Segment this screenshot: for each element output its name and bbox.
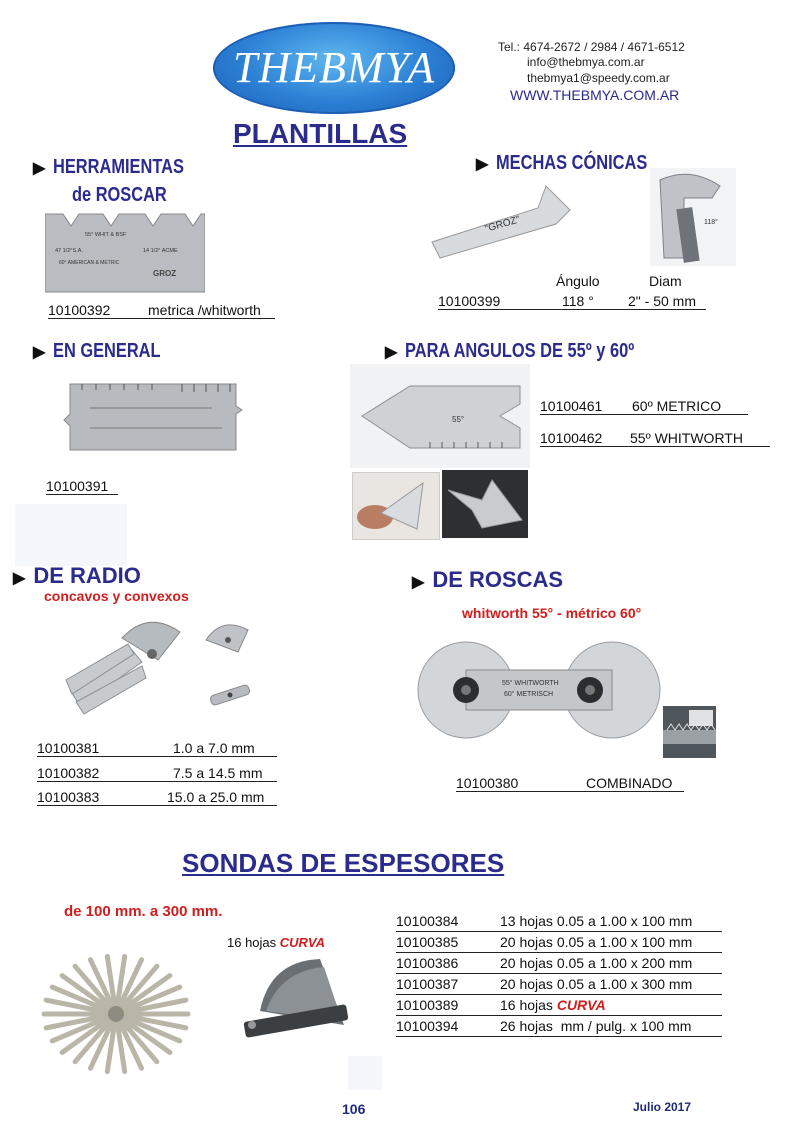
general-code: 10100391 [46, 478, 109, 494]
radio-code-1: 10100381 [37, 740, 100, 756]
angulos-desc-2: 55º WHITWORTH [630, 430, 743, 446]
mechas-img-angle: 118° [704, 219, 718, 226]
roscas-subtitle: whitworth 55° - métrico 60° [462, 605, 642, 621]
section-title-roscas: ▶ DE ROSCAS [412, 567, 564, 592]
angulos-desc-1: 60º METRICO [632, 398, 722, 414]
sondas-desc: 16 hojas [500, 997, 557, 1013]
sondas-desc: 20 hojas 0.05 a 1.00 x 200 mm [500, 955, 693, 971]
radio-row-3 [37, 789, 277, 806]
sondas-desc: 26 hojas mm / pulg. x 100 mm [500, 1018, 692, 1034]
faded-background-shape-2 [348, 1056, 382, 1090]
section-title-angulos: ▶ PARA ANGULOS DE 55º y 60º [385, 340, 635, 362]
sondas-desc-cell [500, 1016, 722, 1037]
sondas-desc-cell [500, 911, 722, 932]
sondas-range: de 100 mm. a 300 mm. [64, 903, 223, 920]
roscar-code: 10100392 [48, 302, 111, 318]
radio-range-3: 15.0 a 25.0 mm [167, 789, 265, 805]
mechas-detail-image [650, 168, 736, 266]
sondas-desc-cell [500, 974, 722, 995]
roscar-img-text-1: 55° WHIT & BSF [85, 232, 127, 238]
angulos-row-2 [540, 430, 770, 447]
radio-range-1: 1.0 a 7.0 mm [173, 740, 255, 756]
sondas-code: 10100389 [396, 995, 500, 1016]
roscas-product-row [456, 775, 684, 792]
mechas-col-diam: Diam [649, 273, 682, 289]
sondas-code: 10100384 [396, 911, 500, 932]
contact-phone: Tel.: 4674-2672 / 2984 / 4671-6512 [498, 40, 685, 54]
sondas-desc: 13 hojas 0.05 a 1.00 x 100 mm [500, 913, 693, 929]
bullet-triangle-icon: ▶ [385, 344, 398, 361]
sondas-row [396, 995, 722, 1016]
roscar-gauge-image [45, 210, 205, 296]
angulos-code-2: 10100462 [540, 430, 603, 446]
sondas-desc-cell [500, 953, 722, 974]
radio-range-2: 7.5 a 14.5 mm [173, 765, 263, 781]
sondas-row [396, 953, 722, 974]
roscas-gauge-image [414, 628, 664, 750]
bullet-triangle-icon: ▶ [476, 156, 489, 173]
roscar-product-row [48, 302, 275, 319]
sondas-row [396, 911, 722, 932]
page-title: PLANTILLAS [233, 118, 408, 149]
roscas-img-text-1: 55° WHITWORTH [502, 680, 559, 687]
faded-background-shape [15, 504, 127, 566]
contact-email-2: thebmya1@speedy.com.ar [527, 71, 670, 85]
fan-hub [108, 1006, 124, 1022]
roscas-desc: COMBINADO [586, 775, 673, 791]
sondas-curva-label: 16 hojas CURVA [227, 935, 326, 950]
roscar-img-text-2: 47 1/2°S.A. [55, 248, 83, 254]
sondas-desc-suffix: CURVA [556, 997, 606, 1013]
mechas-angle: 118 ° [562, 293, 594, 309]
roscar-img-text-5: GROZ [153, 269, 177, 278]
mechas-img-text: "GROZ" [483, 214, 522, 235]
sondas-desc: 20 hojas 0.05 a 1.00 x 100 mm [500, 934, 693, 950]
angulos-photo-1 [352, 472, 440, 540]
sondas-row [396, 932, 722, 953]
section-title-general: ▶ EN GENERAL [33, 340, 161, 362]
radio-detail-image-1 [202, 616, 252, 658]
sondas-code: 10100394 [396, 1016, 500, 1037]
radio-row-1 [37, 740, 277, 757]
mechas-code: 10100399 [438, 293, 501, 309]
radio-code-2: 10100382 [37, 765, 100, 781]
website-link[interactable]: WWW.THEBMYA.COM.AR [510, 87, 680, 103]
radio-code-3: 10100383 [37, 789, 100, 805]
bullet-triangle-icon: ▶ [33, 344, 46, 361]
angulos-gauge-image [350, 364, 530, 468]
radio-subtitle: concavos y convexos [44, 588, 189, 604]
sondas-code: 10100385 [396, 932, 500, 953]
section-title-roscar: ▶ HERRAMIENTAS [33, 156, 185, 178]
mechas-col-angle: Ángulo [556, 273, 600, 289]
section-title-radio: ▶ DE RADIO [13, 563, 141, 588]
sondas-code: 10100386 [396, 953, 500, 974]
roscar-img-text-4: 60° AMERICAN & METRIC [59, 260, 120, 266]
bullet-triangle-icon: ▶ [13, 570, 26, 587]
sondas-title: SONDAS DE ESPESORES [182, 848, 505, 878]
bullet-triangle-icon: ▶ [412, 574, 425, 591]
bullet-triangle-icon: ▶ [33, 160, 46, 177]
sondas-table [396, 911, 722, 1037]
roscas-img-text-2: 60° METRISCH [504, 691, 554, 698]
radio-gauge-image [62, 610, 192, 720]
contact-email-1: info@thebmya.com.ar [527, 55, 645, 69]
section-title-mechas: ▶ MECHAS CÓNICAS [476, 152, 648, 174]
mechas-diam: 2" - 50 mm [628, 293, 696, 309]
angulos-row-1 [540, 398, 748, 415]
radio-detail-image-2 [204, 676, 256, 712]
page-number: 106 [342, 1101, 366, 1117]
general-gauge-image [62, 376, 244, 458]
company-logo [213, 22, 455, 114]
radio-row-2 [37, 765, 277, 782]
sondas-desc-cell [500, 932, 722, 953]
footer-date: Julio 2017 [633, 1100, 692, 1114]
roscas-detail-image [663, 706, 716, 758]
sondas-fan-image [40, 952, 192, 1074]
sondas-row [396, 1016, 722, 1037]
angulos-photo-2 [442, 470, 528, 538]
section-subtitle-roscar: de ROSCAR [72, 184, 167, 206]
mechas-product-row [438, 293, 706, 310]
sondas-desc-cell [500, 995, 722, 1016]
roscar-img-text-3: 14 1/2° ACME [143, 248, 178, 254]
logo-text: THEBMYA [233, 43, 435, 92]
sondas-curva-image [240, 955, 356, 1045]
angulos-img-text: 55° [452, 415, 465, 424]
sondas-desc: 20 hojas 0.05 a 1.00 x 300 mm [500, 976, 693, 992]
angulos-code-1: 10100461 [540, 398, 603, 414]
mechas-gauge-image [428, 180, 576, 260]
roscas-code: 10100380 [456, 775, 519, 791]
general-product-row [46, 478, 118, 495]
sondas-row [396, 974, 722, 995]
roscar-desc: metrica /whitworth [148, 302, 261, 318]
sondas-code: 10100387 [396, 974, 500, 995]
